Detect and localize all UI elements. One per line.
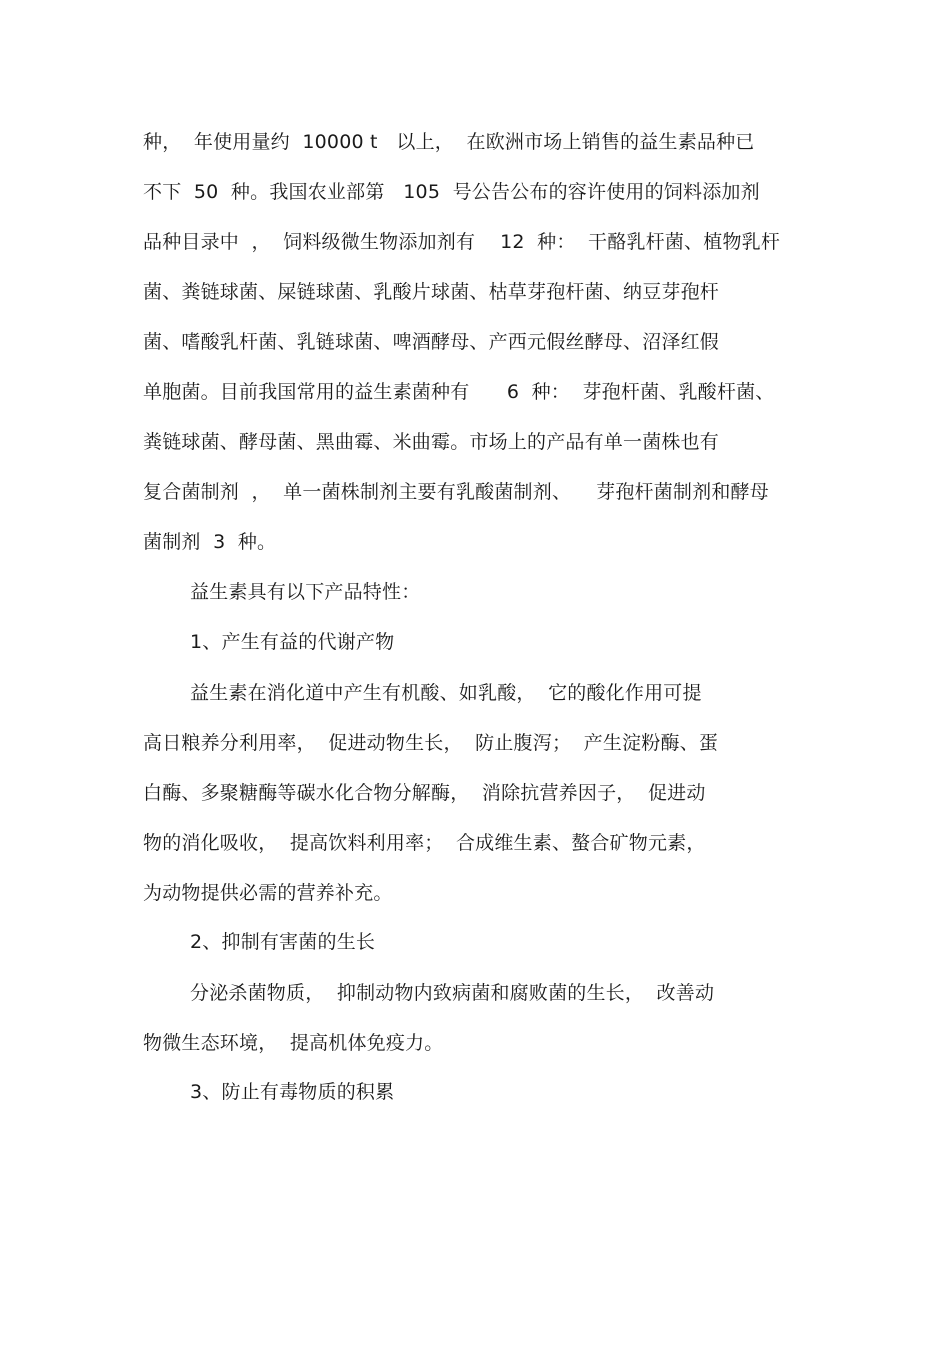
text-line: 物的消化吸收， 提高饮料利用率； 合成维生素、螯合矿物元素，: [143, 832, 706, 854]
text-line: 菌、嗜酸乳杆菌、乳链球菌、啤酒酵母、产西元假丝酵母、沼泽红假: [143, 331, 720, 353]
text-line: 菌制剂 3 种。: [143, 531, 277, 553]
section-heading: 2、抑制有害菌的生长: [190, 931, 376, 953]
text-line: 菌、粪链球菌、屎链球菌、乳酸片球菌、枯草芽孢杆菌、纳豆芽孢杆: [143, 281, 720, 303]
section-heading: 3、防止有毒物质的积累: [190, 1081, 395, 1103]
text-line: 单胞菌。目前我国常用的益生素菌种有 6 种： 芽孢杆菌、乳酸杆菌、: [143, 381, 775, 403]
text-line: 物微生态环境， 提高机体免疫力。: [143, 1032, 444, 1054]
text-line: 粪链球菌、酵母菌、黑曲霉、米曲霉。市场上的产品有单一菌株也有: [143, 431, 720, 453]
text-line: 益生素在消化道中产生有机酸、如乳酸， 它的酸化作用可提: [190, 682, 702, 704]
section-heading: 1、产生有益的代谢产物: [190, 631, 395, 653]
text-line: 高日粮养分利用率， 促进动物生长， 防止腹泻； 产生淀粉酶、蛋: [143, 732, 719, 754]
text-line: 不下 50 种。我国农业部第 105 号公告公布的容许使用的饲料添加剂: [143, 181, 760, 203]
text-line: 白酶、多聚糖酶等碳水化合物分解酶， 消除抗营养因子， 促进动: [143, 782, 706, 804]
text-line: 品种目录中 ， 饲料级微生物添加剂有 12 种： 干酪乳杆菌、植物乳杆: [143, 231, 781, 253]
text-line: 复合菌制剂 ， 单一菌株制剂主要有乳酸菌制剂、 芽孢杆菌制剂和酵母: [143, 481, 769, 503]
text-line: 分泌杀菌物质， 抑制动物内致病菌和腐败菌的生长， 改善动: [190, 982, 715, 1004]
section-intro: 益生素具有以下产品特性：: [190, 581, 421, 603]
text-line: 种， 年使用量约 10000 t 以上， 在欧洲市场上销售的益生素品种已: [143, 131, 755, 153]
text-line: 为动物提供必需的营养补充。: [143, 882, 393, 904]
